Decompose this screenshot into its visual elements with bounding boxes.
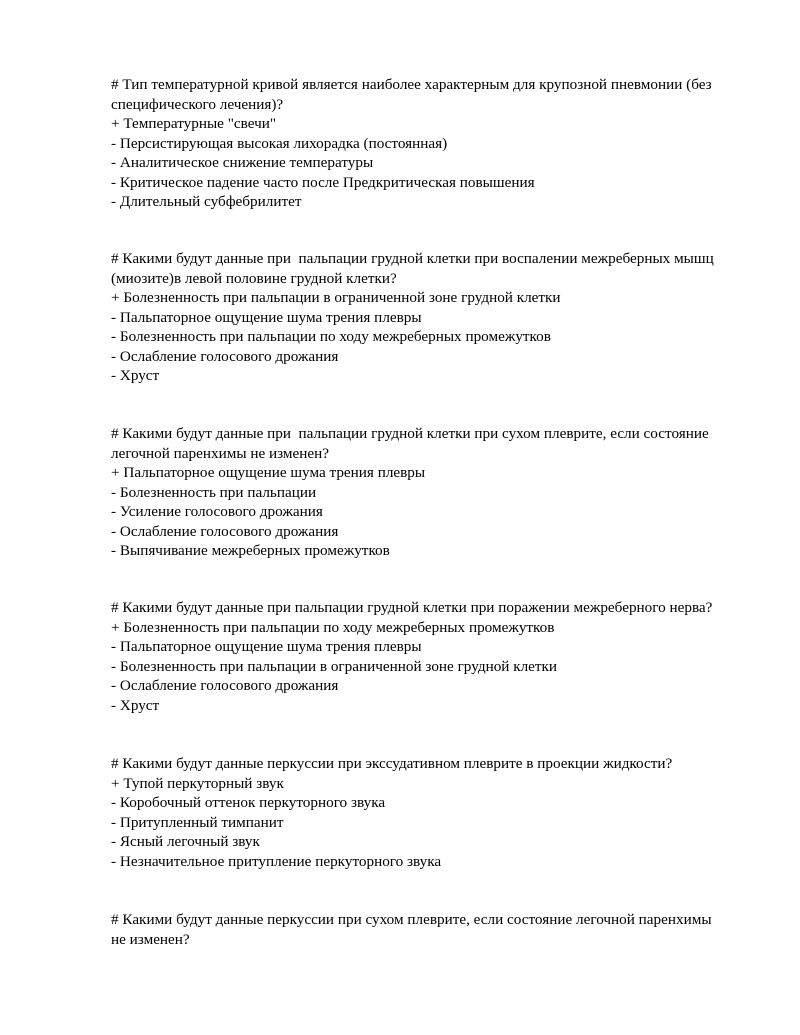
question-block — [111, 75, 751, 212]
answer-option: - Ясный легочный звук — [111, 833, 260, 850]
answer-option: - Болезненность при пальпации по ходу межреберных промежутков — [111, 328, 551, 345]
question-block — [111, 598, 751, 715]
answer-option: - Пальпаторное ощущение шума трения плевры — [111, 308, 422, 326]
question-text-line: # Какими будут данные перкуссии при экссудативном плеврите в проекции жидкости? — [111, 755, 673, 772]
question-text-line: (миозите)в левой половине грудной клетки? — [111, 269, 397, 287]
answer-option-correct: + Болезненность при пальпации в ограниченной зоне грудной клетки — [111, 289, 561, 306]
answer-option: - Ослабление голосового дрожания — [111, 522, 339, 540]
question-text-line: # Какими будут данные при пальпации грудной клетки при поражении межреберного нерва? — [111, 599, 713, 616]
question-block — [111, 754, 751, 871]
answer-option: - Коробочный оттенок перкуторного звука — [111, 794, 386, 811]
answer-option: - Усиление голосового дрожания — [111, 503, 323, 520]
answer-option-correct: + Пальпаторное ощущение шума трения плевры — [111, 464, 426, 481]
answer-option: - Хруст — [111, 367, 160, 384]
answer-option: - Ослабление голосового дрожания — [111, 347, 339, 365]
answer-option: - Болезненность при пальпации — [111, 483, 317, 501]
answer-option: - Болезненность при пальпации в ограниченной зоне грудной клетки — [111, 657, 558, 675]
question-text-line: # Какими будут данные при пальпации грудной клетки при сухом плеврите, если состояние — [111, 425, 709, 442]
answer-option: - Ослабление голосового дрожания — [111, 677, 339, 694]
question-text-line: # Какими будут данные перкуссии при сухом плеврите, если состояние легочной паренхимы — [111, 911, 712, 928]
question-text-line: легочной паренхимы не изменен? — [111, 444, 329, 462]
answer-option: - Аналитическое снижение температуры — [111, 154, 374, 171]
answer-option: - Незначительное притупление перкуторного звука — [111, 852, 442, 870]
answer-option: - Хруст — [111, 696, 160, 714]
answer-option: - Пальпаторное ощущение шума трения плевры — [111, 638, 422, 655]
answer-option: - Длительный субфебрилитет — [111, 193, 302, 210]
answer-option-correct: + Тупой перкуторный звук — [111, 774, 284, 792]
question-text-line: # Тип температурной кривой является наиболее характерным для крупозной пневмонии (без — [111, 76, 712, 93]
answer-option: - Притупленный тимпанит — [111, 813, 284, 831]
answer-option: - Критическое падение часто после Предкритическая повышения — [111, 173, 535, 191]
question-block — [111, 910, 751, 949]
answer-option: - Персистирующая высокая лихорадка (постоянная) — [111, 134, 448, 152]
question-block — [111, 249, 751, 386]
answer-option-correct: + Болезненность при пальпации по ходу межреберных промежутков — [111, 618, 555, 636]
answer-option-correct: + Температурные "свечи" — [111, 115, 277, 132]
question-text-line: не изменен? — [111, 930, 190, 948]
question-text-line: специфического лечения)? — [111, 95, 284, 113]
answer-option: - Выпячивание межреберных промежутков — [111, 542, 390, 559]
question-text-line: # Какими будут данные при пальпации грудной клетки при воспалении межреберных мышц — [111, 250, 714, 267]
question-block — [111, 424, 751, 561]
